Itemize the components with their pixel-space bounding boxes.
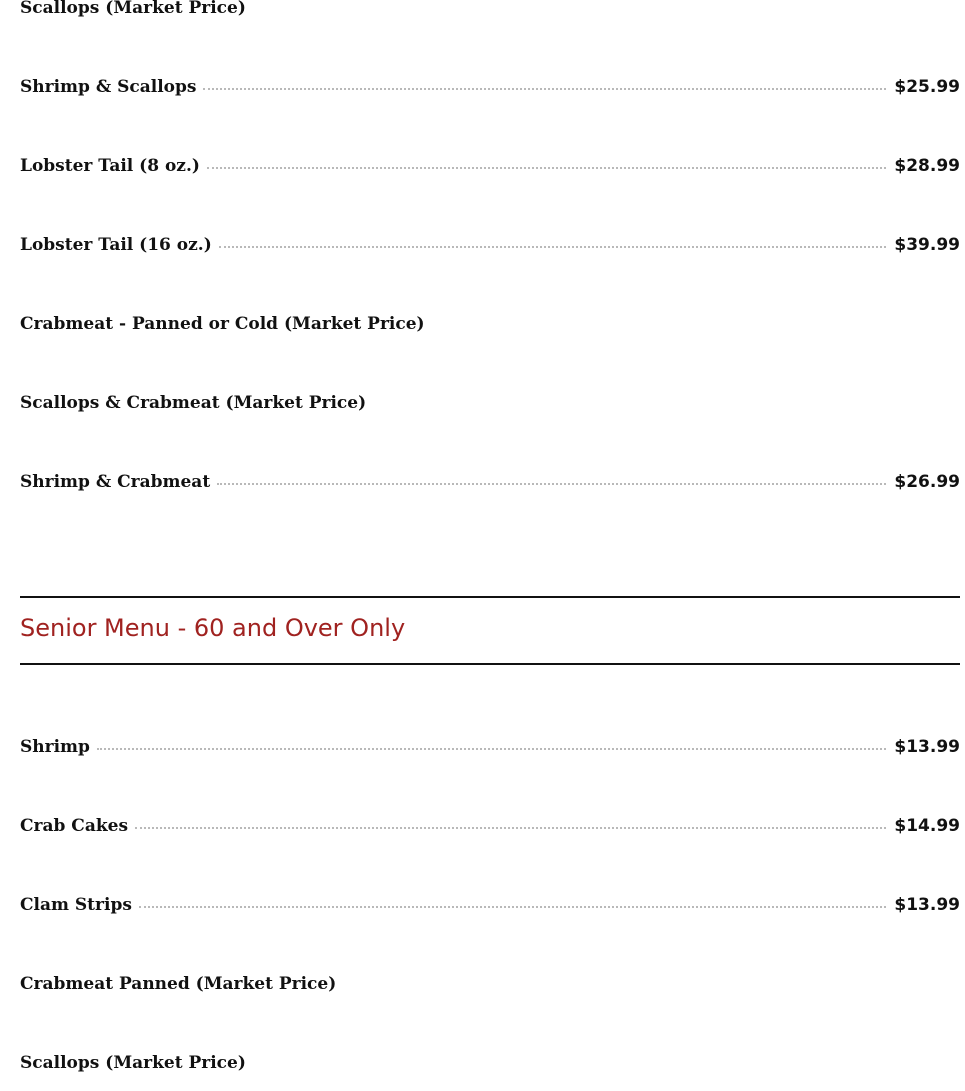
menu-item bbox=[20, 154, 960, 178]
menu-item-name: Shrimp & Scallops bbox=[20, 77, 197, 97]
menu-item-name: Clam Strips bbox=[20, 895, 132, 915]
menu-item bbox=[20, 312, 960, 336]
menu-item bbox=[20, 972, 960, 996]
menu-item-name: Scallops & Crabmeat (Market Price) bbox=[20, 393, 367, 413]
menu-item-price: $39.99 bbox=[894, 235, 960, 255]
menu-item bbox=[20, 1051, 960, 1075]
leader-dots bbox=[203, 88, 886, 90]
section-divider-bottom bbox=[20, 663, 960, 665]
menu-item bbox=[20, 470, 960, 494]
menu-item-name: Scallops (Market Price) bbox=[20, 0, 246, 18]
leader-dots bbox=[97, 748, 886, 750]
leader-dots bbox=[207, 167, 886, 169]
leader-dots bbox=[139, 906, 886, 908]
menu-item bbox=[20, 893, 960, 917]
menu-item bbox=[20, 0, 960, 20]
menu-item-name: Lobster Tail (16 oz.) bbox=[20, 235, 212, 255]
menu-item-name: Crabmeat Panned (Market Price) bbox=[20, 974, 337, 994]
leader-dots bbox=[219, 246, 887, 248]
menu-item bbox=[20, 814, 960, 838]
leader-dots bbox=[217, 483, 886, 485]
menu-item-name: Shrimp bbox=[20, 737, 90, 757]
menu-item bbox=[20, 735, 960, 759]
menu-item-name: Shrimp & Crabmeat bbox=[20, 472, 211, 492]
menu-item-name: Crab Cakes bbox=[20, 816, 129, 836]
menu-item-price: $26.99 bbox=[894, 472, 960, 492]
menu-item-name: Crabmeat - Panned or Cold (Market Price) bbox=[20, 314, 425, 334]
menu-item-price: $13.99 bbox=[894, 737, 960, 757]
menu-item bbox=[20, 391, 960, 415]
leader-dots bbox=[135, 827, 886, 829]
menu-item-price: $13.99 bbox=[894, 895, 960, 915]
menu-item-price: $28.99 bbox=[894, 156, 960, 176]
menu-item bbox=[20, 75, 960, 99]
section-divider-top bbox=[20, 596, 960, 598]
menu-item-price: $25.99 bbox=[894, 77, 960, 97]
menu-item-name: Scallops (Market Price) bbox=[20, 1053, 246, 1073]
section-title: Senior Menu - 60 and Over Only bbox=[20, 614, 406, 642]
menu-item-name: Lobster Tail (8 oz.) bbox=[20, 156, 200, 176]
menu-item-price: $14.99 bbox=[894, 816, 960, 836]
menu-item bbox=[20, 233, 960, 257]
